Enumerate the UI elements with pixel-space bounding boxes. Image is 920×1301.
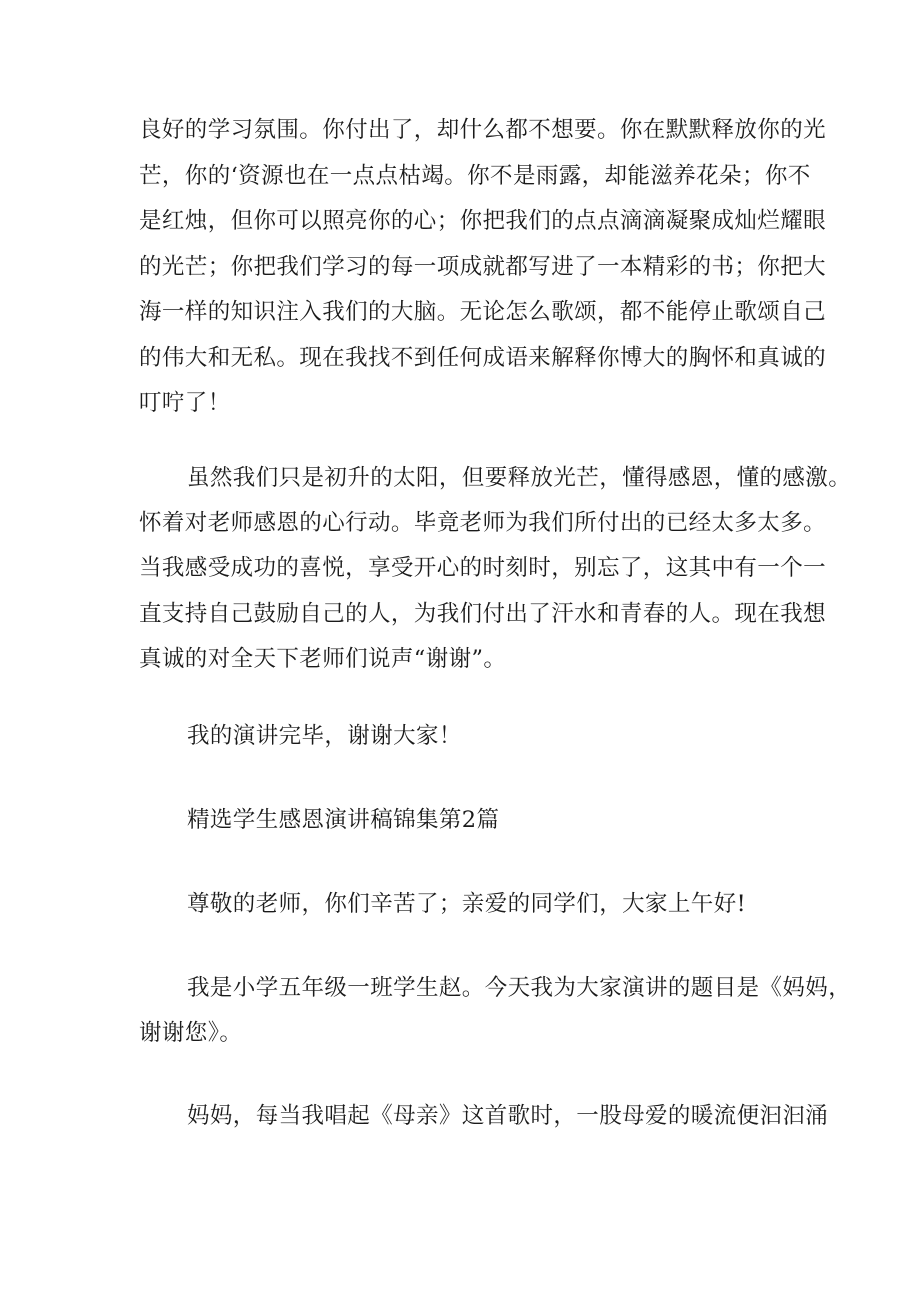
text-line: 叮咛了！ (139, 390, 231, 416)
closing-line: 我的演讲完毕，谢谢大家！ (187, 723, 462, 749)
text-line: 的伟大和无私。现在我找不到任何成语来解释你博大的胸怀和真诚的 (139, 345, 827, 371)
text-line: 真诚的对全天下老师们说声“谢谢”。 (139, 646, 507, 672)
text-line: 海一样的知识注入我们的大脑。无论怎么歌颂，都不能停止歌颂自己 (139, 299, 827, 325)
text-line: 直支持自己鼓励自己的人，为我们付出了汗水和青春的人。现在我想 (139, 601, 827, 627)
text-line: 谢谢您》。 (139, 1020, 243, 1046)
text-line: 芒，你的‘资源也在一点点枯竭。你不是雨露，却能滋养花朵；你不 (139, 163, 811, 189)
text-line: 虽然我们只是初升的太阳，但要释放光芒，懂得感恩，懂的感激。 (187, 465, 852, 491)
text-line: 我是小学五年级一班学生赵。今天我为大家演讲的题目是《妈妈， (187, 975, 852, 1001)
section-title: 精选学生感恩演讲稿锦集第2篇 (187, 807, 500, 833)
text-line: 是红烛，但你可以照亮你的心；你把我们的点点滴滴凝聚成灿烂耀眼 (139, 208, 827, 234)
greeting-line: 尊敬的老师，你们辛苦了；亲爱的同学们，大家上午好! (187, 891, 747, 917)
text-line: 怀着对老师感恩的心行动。毕竟老师为我们所付出的已经太多太多。 (139, 510, 827, 536)
text-line: 良好的学习氛围。你付出了，却什么都不想要。你在默默释放你的光 (139, 117, 827, 143)
text-line: 的光芒；你把我们学习的每一项成就都写进了一本精彩的书；你把大 (139, 254, 827, 280)
text-line: 当我感受成功的喜悦，享受开心的时刻时，别忘了，这其中有一个一 (139, 555, 827, 581)
text-line: 妈妈，每当我唱起《母亲》这首歌时，一股母爱的暖流便汩汩涌 (187, 1103, 829, 1129)
